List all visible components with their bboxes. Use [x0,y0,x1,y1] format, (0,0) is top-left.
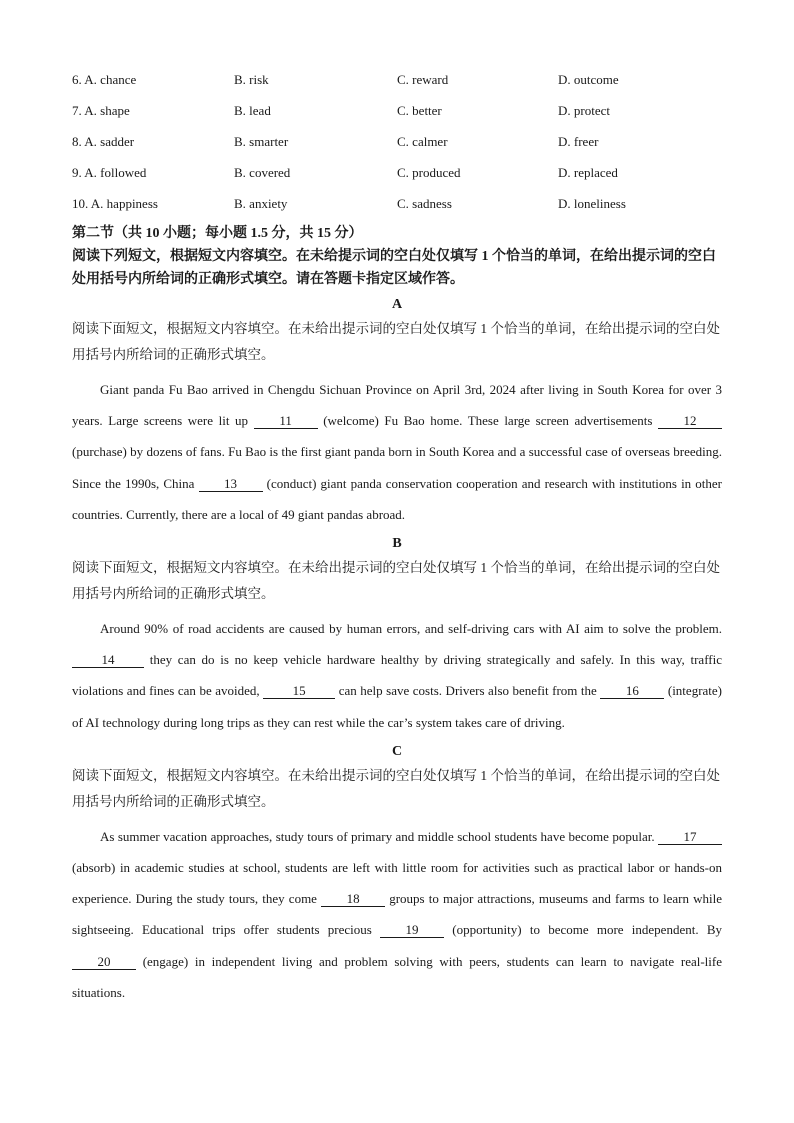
passage-c-letter: C [391,743,403,759]
passage-c-instruction: 阅读下面短文，根据短文内容填空。在未给出提示词的空白处仅填写 1 个恰当的单词，在给出提示词的空白处用括号内所给词的正确形式填空。 [72,767,720,809]
option-b: B. risk [234,71,269,87]
option-a: 10. A. happiness [72,196,158,212]
passage-text: (integrate) of AI technology during long trips as they can rest while the car’s system takes care of driving. [72,683,722,730]
option-d: D. replaced [558,165,618,181]
passage-a-text [72,374,722,530]
blank-13[interactable]: 13 [199,477,263,492]
option-c: C. calmer [397,133,448,149]
passage-a-letter: A [391,296,403,312]
option-c: C. sadness [397,196,452,212]
option-a: 6. A. chance [72,71,137,87]
option-c: C. produced [397,165,461,181]
section-heading: 第二节（共 10 小题；每小题 1.5 分，共 15 分） [72,225,363,241]
option-c: C. better [397,102,442,118]
option-a: 7. A. shape [72,102,130,118]
option-b: B. covered [234,165,291,181]
option-a: 8. A. sadder [72,133,135,149]
passage-text: As summer vacation approaches, study tours of primary and middle school students have become popular. [100,828,658,844]
passage-b-text [72,613,722,738]
blank-11[interactable]: 11 [254,414,318,429]
passage-text: they can do is no keep vehicle hardware healthy by driving strategically and safely. In this way, traffic violations and fines can be avoided, [72,652,722,699]
passage-text: can help save costs. Drivers also benefit from the [335,683,601,699]
blank-20[interactable]: 20 [72,955,136,970]
option-b: B. anxiety [234,196,288,212]
blank-15[interactable]: 15 [263,684,335,699]
passage-text: (conduct) giant panda conservation cooperation and research with institutions in other countries. Currently, there are a local of 49 giant pandas abroad. [72,475,722,522]
passage-text: (purchase) by dozens of fans. Fu Bao is the first giant panda born in South Korea and a successful case of overseas breeding. Since the 1990s, China [72,444,722,491]
blank-12[interactable]: 12 [658,414,722,429]
option-a: 9. A. followed [72,165,147,181]
passage-b-instruction: 阅读下面短文，根据短文内容填空。在未给出提示词的空白处仅填写 1 个恰当的单词，在给出提示词的空白处用括号内所给词的正确形式填空。 [72,559,720,601]
option-row-7 [72,95,722,126]
passage-text: (absorb) in academic studies at school, students are left with little room for activities such as practical labor or hands-on experience. During the study tours, they come [72,859,722,907]
option-b: B. smarter [234,133,289,149]
blank-14[interactable]: 14 [72,653,144,668]
option-d: D. loneliness [558,196,626,212]
option-d: D. outcome [558,71,619,87]
passage-text: (opportunity) to become more independent. By [444,922,722,938]
option-row-8 [72,126,722,157]
passage-text: Around 90% of road accidents are caused by human errors, and self-driving cars with AI aim to solve the problem. [100,620,722,636]
passage-b-letter: B [392,535,402,551]
passage-c-text [72,821,722,1008]
option-c: C. reward [397,71,449,87]
section-instruction: 阅读下列短文，根据短文内容填空。在未给提示词的空白处仅填写 1 个恰当的单词，在给出提示词的空白处用括号内所给词的正确形式填空。请在答题卡指定区域作答。 [72,248,716,287]
blank-17[interactable]: 17 [658,830,722,845]
option-d: D. protect [558,102,610,118]
passage-text: (engage) in independent living and problem solving with peers, students can learn to navigate real-life situations. [72,953,722,1000]
option-d: D. freer [558,133,599,149]
blank-18[interactable]: 18 [321,892,385,907]
passage-text: Giant panda Fu Bao arrived in Chengdu Sichuan Province on April 3rd, 2024 after living in South Korea for over 3 years. Large screens were lit up [72,381,722,429]
blank-16[interactable]: 16 [600,684,664,699]
passage-text: (welcome) Fu Bao home. These large screen advertisements [317,413,659,429]
option-row-10 [72,189,722,220]
exam-page [72,64,722,1008]
passage-a-instruction: 阅读下面短文，根据短文内容填空。在未给出提示词的空白处仅填写 1 个恰当的单词，在给出提示词的空白处用括号内所给词的正确形式填空。 [72,320,720,362]
option-row-9 [72,158,722,189]
option-b: B. lead [234,102,271,118]
options-block [72,64,722,220]
passage-text: groups to major attractions, museums and farms to learn while sightseeing. Educational trips offer students precious [72,891,722,938]
blank-19[interactable]: 19 [380,923,444,938]
option-row-6 [72,64,722,95]
